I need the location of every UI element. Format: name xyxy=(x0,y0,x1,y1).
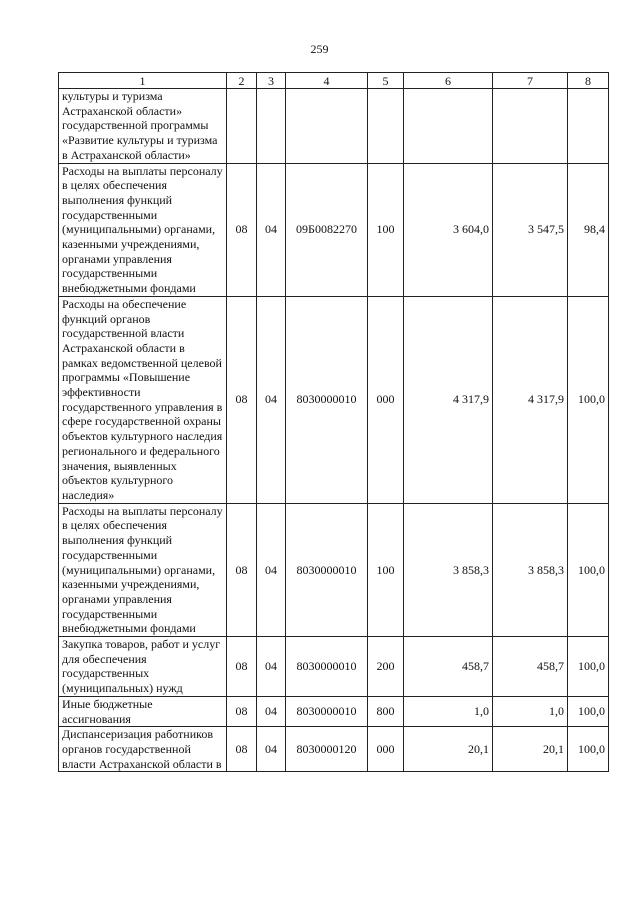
row-target: 8030000120 xyxy=(286,727,368,772)
row-fact: 458,7 xyxy=(493,637,568,697)
page-number: 259 xyxy=(310,42,329,56)
row-target: 8030000010 xyxy=(286,503,368,636)
row-subsection: 04 xyxy=(257,503,286,636)
row-target xyxy=(286,89,368,164)
row-name: Расходы на обеспечение функций органов государственной власти Астраханской области в рамках ведомственной целевой программы «Повышение эффективности государственного управления в сфере государственной охраны объектов культурного наследия регионального и федерального значения, выявленных объектов культурного наследия» xyxy=(59,296,227,503)
row-target: 8030000010 xyxy=(286,637,368,697)
column-header: 8 xyxy=(568,73,609,89)
row-percent: 100,0 xyxy=(568,727,609,772)
row-plan: 1,0 xyxy=(404,696,493,726)
row-type: 000 xyxy=(368,296,404,503)
row-name: Диспансеризация работников органов государственной власти Астраханской области в xyxy=(59,727,227,772)
row-section: 08 xyxy=(227,696,257,726)
row-section: 08 xyxy=(227,637,257,697)
row-name: культуры и туризма Астраханской области» государственной программы «Развитие культуры и туризма в Астраханской области» xyxy=(59,89,227,164)
row-subsection: 04 xyxy=(257,727,286,772)
row-percent xyxy=(568,89,609,164)
row-type xyxy=(368,89,404,164)
column-header: 3 xyxy=(257,73,286,89)
column-header: 1 xyxy=(59,73,227,89)
table-row xyxy=(59,503,609,636)
row-name: Иные бюджетные ассигнования xyxy=(59,696,227,726)
row-section: 08 xyxy=(227,296,257,503)
row-percent: 100,0 xyxy=(568,637,609,697)
row-plan xyxy=(404,89,493,164)
row-percent: 100,0 xyxy=(568,503,609,636)
row-subsection: 04 xyxy=(257,296,286,503)
budget-table xyxy=(58,72,609,772)
column-header: 2 xyxy=(227,73,257,89)
row-target: 8030000010 xyxy=(286,296,368,503)
row-name: Расходы на выплаты персоналу в целях обеспечения выполнения функций государственными (муниципальными) органами, казенными учреждениями, органами управления государственными внебюджетными фондами xyxy=(59,163,227,296)
row-section xyxy=(227,89,257,164)
row-subsection: 04 xyxy=(257,163,286,296)
row-target: 09Б0082270 xyxy=(286,163,368,296)
row-subsection: 04 xyxy=(257,696,286,726)
table-row xyxy=(59,89,609,164)
row-plan: 4 317,9 xyxy=(404,296,493,503)
table-row xyxy=(59,637,609,697)
row-section: 08 xyxy=(227,503,257,636)
table-row xyxy=(59,696,609,726)
row-percent: 98,4 xyxy=(568,163,609,296)
table-row xyxy=(59,727,609,772)
row-type: 100 xyxy=(368,163,404,296)
row-subsection xyxy=(257,89,286,164)
column-header: 5 xyxy=(368,73,404,89)
row-type: 000 xyxy=(368,727,404,772)
row-plan: 458,7 xyxy=(404,637,493,697)
header-row xyxy=(59,73,609,89)
row-fact xyxy=(493,89,568,164)
row-section: 08 xyxy=(227,163,257,296)
row-fact: 4 317,9 xyxy=(493,296,568,503)
table-row xyxy=(59,296,609,503)
column-header: 7 xyxy=(493,73,568,89)
row-name: Расходы на выплаты персоналу в целях обеспечения выполнения функций государственными (муниципальными) органами, казенными учреждениями, органами управления государственными внебюджетными фондами xyxy=(59,503,227,636)
row-fact: 20,1 xyxy=(493,727,568,772)
row-fact: 3 858,3 xyxy=(493,503,568,636)
row-name: Закупка товаров, работ и услуг для обеспечения государственных (муниципальных) нужд xyxy=(59,637,227,697)
row-percent: 100,0 xyxy=(568,296,609,503)
row-plan: 20,1 xyxy=(404,727,493,772)
column-header: 6 xyxy=(404,73,493,89)
row-type: 100 xyxy=(368,503,404,636)
row-type: 800 xyxy=(368,696,404,726)
row-percent: 100,0 xyxy=(568,696,609,726)
row-plan: 3 604,0 xyxy=(404,163,493,296)
row-fact: 1,0 xyxy=(493,696,568,726)
row-subsection: 04 xyxy=(257,637,286,697)
row-section: 08 xyxy=(227,727,257,772)
row-target: 8030000010 xyxy=(286,696,368,726)
table-row xyxy=(59,163,609,296)
row-plan: 3 858,3 xyxy=(404,503,493,636)
column-header: 4 xyxy=(286,73,368,89)
row-type: 200 xyxy=(368,637,404,697)
row-fact: 3 547,5 xyxy=(493,163,568,296)
